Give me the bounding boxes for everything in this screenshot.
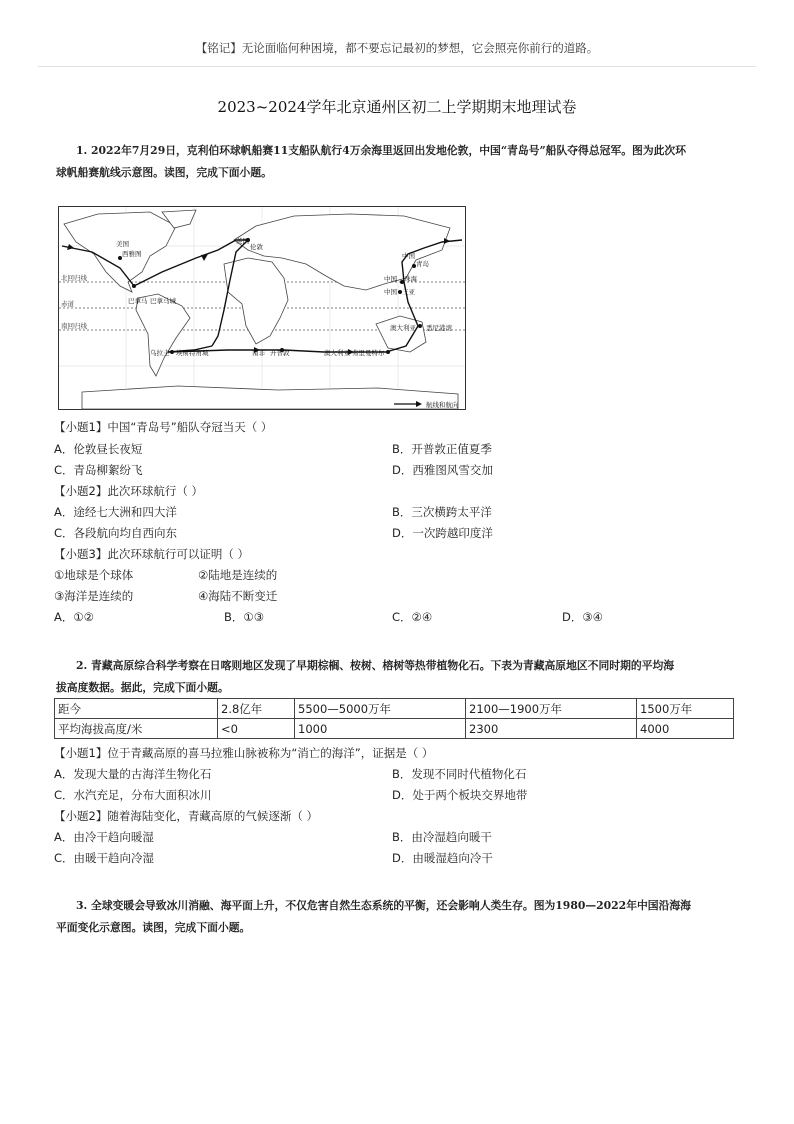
table-cell: 2300: [466, 719, 637, 739]
q1-sub2-option-d[interactable]: D．一次跨越印度洋: [392, 526, 493, 540]
label-london: 伦敦: [250, 243, 263, 251]
q1-sub3-option-a[interactable]: A．①②: [54, 610, 94, 624]
q1-sub3-statement-1: ①地球是个球体: [54, 568, 134, 582]
table-cell: 4000: [637, 719, 734, 739]
label-south-africa: 南非: [252, 349, 265, 357]
table-cell: 平均海拔高度/米: [55, 719, 218, 739]
q3-intro: [56, 895, 741, 939]
q2-intro-line2: 拔高度数据。据此，完成下面小题。: [56, 681, 229, 694]
label-australia-2: 澳大利亚: [390, 324, 416, 332]
q2-sub2-option-a[interactable]: A．由冷干趋向暖湿: [54, 830, 154, 844]
table-cell: <0: [218, 719, 295, 739]
label-china-3: 中国: [384, 288, 397, 296]
header-divider: [38, 66, 756, 67]
label-equator: 赤道: [61, 300, 74, 308]
q1-intro-line1: 1. 2022年7月29日，克利伯环球帆船赛11支船队航行4万余海里返回出发地伦敦，中国“青岛号”船队夺得总冠军。图为此次环: [76, 144, 687, 157]
q1-sub2-option-b[interactable]: B．三次横跨太平洋: [392, 505, 492, 519]
motto-banner: 【铭记】无论面临何种困境，都不要忘记最初的梦想，它会照亮你前行的道路。: [195, 41, 599, 55]
label-cape-town: 开普敦: [270, 349, 290, 357]
page-title: 2023~2024学年北京通州区初二上学期期末地理试卷: [217, 98, 577, 116]
q2-sub1-option-a[interactable]: A．发现大量的古海洋生物化石: [54, 767, 212, 781]
label-seattle: 西雅图: [122, 250, 142, 258]
q3-intro-line1: 3. 全球变暖会导致冰川消融、海平面上升，不仅危害自然生态系统的平衡，还会影响人类生存。图为1980—2022年中国沿海海: [76, 899, 691, 912]
table-cell: 5500—5000万年: [295, 699, 466, 719]
table-row: [55, 719, 734, 739]
q1-sub2-stem: 【小题2】此次环球航行（ ）: [54, 484, 203, 498]
label-fremantle: 弗里曼特尔: [352, 349, 385, 357]
q2-sub2-option-c[interactable]: C．由暖干趋向冷湿: [54, 851, 155, 865]
q1-intro: [56, 140, 741, 184]
q1-intro-line2: 球帆船赛航线示意图。读图，完成下面小题。: [56, 166, 272, 179]
legend-label: 航线和航向: [426, 401, 459, 409]
q1-sub3-option-b[interactable]: B．①③: [224, 610, 265, 624]
q1-sub3-statement-4: ④海陆不断变迁: [198, 589, 278, 603]
q2-sub1-stem: 【小题1】位于青藏高原的喜马拉雅山脉被称为“消亡的海洋”，证据是（ ）: [54, 746, 434, 760]
q2-sub1-option-d[interactable]: D．处于两个板块交界地带: [392, 788, 528, 802]
q1-sub3-option-c[interactable]: C．②④: [392, 610, 433, 624]
table-cell: 2100—1900万年: [466, 699, 637, 719]
label-china-1: 中国: [402, 252, 415, 260]
q1-sub1-option-d[interactable]: D．西雅图风雪交加: [392, 463, 493, 477]
q2-sub2-option-d[interactable]: D．由暖湿趋向冷干: [392, 851, 493, 865]
label-uk: 英国: [236, 237, 249, 245]
table-cell: 1000: [295, 719, 466, 739]
altitude-table: [54, 698, 734, 739]
q1-sub3-statement-3: ③海洋是连续的: [54, 589, 134, 603]
label-china-2: 中国: [384, 275, 397, 283]
q1-sub1-option-c[interactable]: C．青岛柳絮纷飞: [54, 463, 143, 477]
q2-intro-line1: 2. 青藏高原综合科学考察在日喀则地区发现了早期棕榈、桉树、榕树等热带植物化石。下表为青藏高原地区不同时期的平均海: [76, 659, 675, 672]
q2-sub1-option-c[interactable]: C．水汽充足，分布大面积冰川: [54, 788, 212, 802]
label-panama-city: 巴拿马城: [150, 297, 176, 305]
world-route-map: [58, 206, 466, 410]
label-australia-1: 澳大利亚: [324, 349, 350, 357]
label-tropic-capricorn: 南回归线: [61, 322, 87, 330]
table-cell: 2.8亿年: [218, 699, 295, 719]
label-sydney: 悉尼港湾: [426, 324, 452, 332]
table-cell: 1500万年: [637, 699, 734, 719]
label-uruguay: 乌拉圭: [150, 349, 170, 357]
q1-sub1-stem: 【小题1】中国“青岛号”船队夺冠当天（ ）: [54, 420, 273, 434]
q1-sub3-stem: 【小题3】此次环球航行可以证明（ ）: [54, 547, 249, 561]
table-row: [55, 699, 734, 719]
q1-sub3-option-d[interactable]: D．③④: [562, 610, 603, 624]
q3-intro-line2: 平面变化示意图。读图，完成下面小题。: [56, 921, 251, 934]
label-punta-del-este: 埃斯特角城: [176, 349, 209, 357]
q1-sub1-option-a[interactable]: A．伦敦昼长夜短: [54, 442, 143, 456]
label-tropic-cancer: 北回归线: [61, 274, 87, 282]
table-cell: 距今: [55, 699, 218, 719]
q1-sub3-statement-2: ②陆地是连续的: [198, 568, 278, 582]
q2-intro: [56, 655, 741, 699]
q1-sub2-option-c[interactable]: C．各段航向均自西向东: [54, 526, 178, 540]
q2-sub2-option-b[interactable]: B．由冷湿趋向暖干: [392, 830, 492, 844]
label-qingdao: 青岛: [416, 260, 429, 268]
q1-sub2-option-a[interactable]: A．途经七大洲和四大洋: [54, 505, 177, 519]
q2-sub1-option-b[interactable]: B．发现不同时代植物化石: [392, 767, 527, 781]
label-usa: 美国: [116, 240, 129, 248]
label-panama: 巴拿马: [128, 297, 148, 305]
q2-sub2-stem: 【小题2】随着海陆变化，青藏高原的气候逐渐（ ）: [54, 809, 318, 823]
label-zhuhai: 珠海: [404, 275, 417, 283]
label-sanya: 三亚: [402, 288, 415, 296]
q1-sub1-option-b[interactable]: B．开普敦正值夏季: [392, 442, 492, 456]
